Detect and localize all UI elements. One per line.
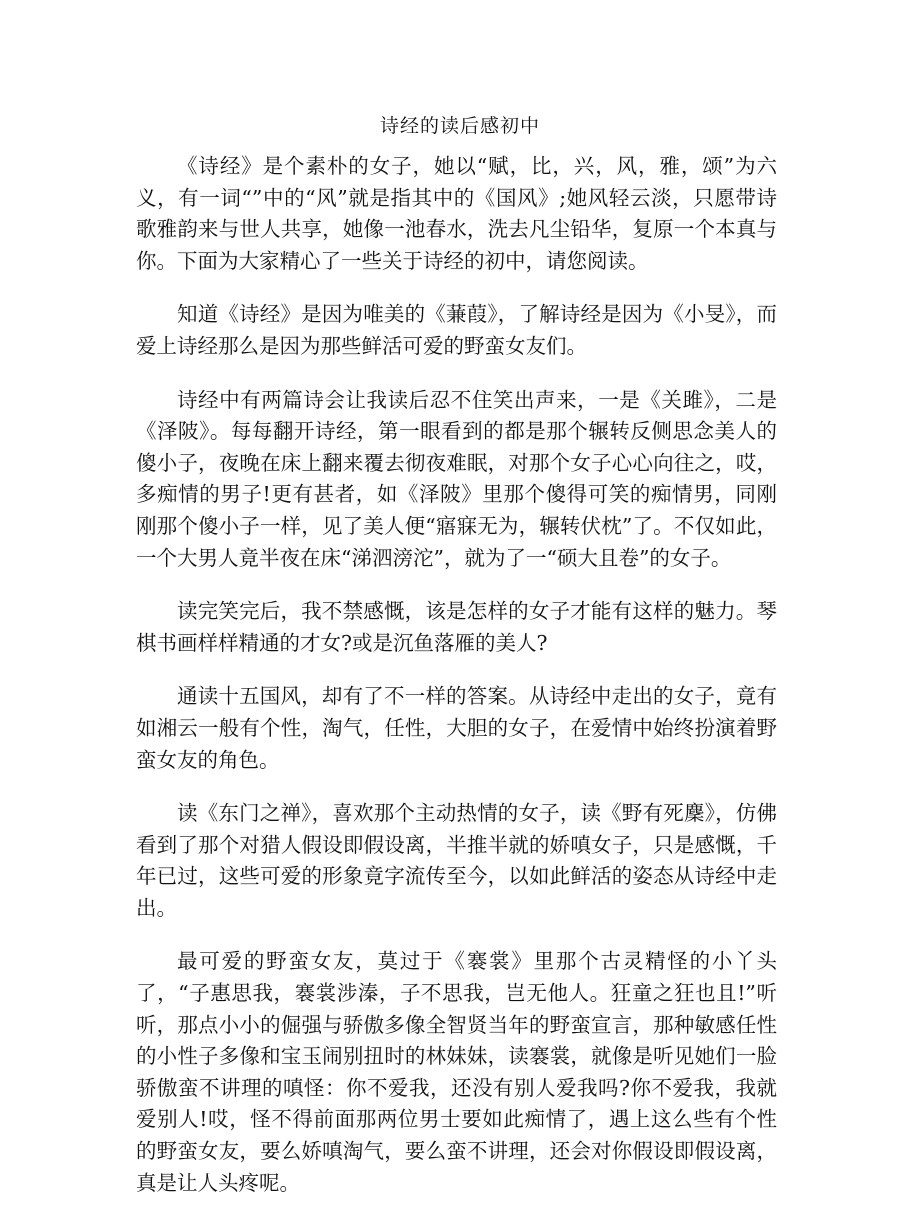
paragraph: 最可爱的野蛮女友，莫过于《褰裳》里那个古灵精怪的小丫头了，“子惠思我，褰裳涉溱，子不思我，岂无他人。狂童之狂也且!”听听，那点小小的倔强与骄傲多像全智贤当年的野蛮宣言，那种敏感任性的小性子多像和宝玉闹别扭时的林妹妹，读褰裳，就像是听见她们一脸骄傲蛮不讲理的嗔怪：你不爱我，还没有别人爱我吗?你不爱我，我就爱别人!哎，怪不得前面那两位男士要如此痴情了，遇上这么些有个性的野蛮女友，要么娇嗔淘气，要么蛮不讲理，还会对你假设即假设离，真是让人头疼呢。 bbox=[136, 949, 777, 1195]
paragraph: 读《东门之禅》，喜欢那个主动热情的女子，读《野有死麇》，仿佛看到了那个对猎人假设即假设离，半推半就的娇嗔女子，只是感慨，千年已过，这些可爱的形象竟字流传至今，以如此鲜活的姿态从诗经中走出。 bbox=[136, 801, 777, 920]
paragraph: 《诗经》是个素朴的女子，她以“赋，比，兴，风，雅，颂”为六义，有一词“”中的“风”就是指其中的《国风》;她风轻云淡，只愿带诗歌雅韵来与世人共享，她像一池春水，洗去凡尘铅华，复原一个本真与你。下面为大家精心了一些关于诗经的初中，请您阅读。 bbox=[136, 154, 777, 273]
document-title: 诗经的读后感初中 bbox=[379, 115, 540, 137]
paragraph: 知道《诗经》是因为唯美的《蒹葭》，了解诗经是因为《小旻》，而爱上诗经那么是因为那些鲜活可爱的野蛮女友们。 bbox=[136, 302, 777, 358]
document-body bbox=[136, 151, 777, 1221]
paragraph: 读完笑完后，我不禁感慨，该是怎样的女子才能有这样的魅力。琴棋书画样样精通的才女?或是沉鱼落雁的美人? bbox=[136, 599, 777, 655]
paragraph: 通读十五国风，却有了不一样的答案。从诗经中走出的女子，竟有如湘云一般有个性，淘气，任性，大胆的女子，在爱情中始终扮演着野蛮女友的角色。 bbox=[136, 684, 777, 772]
paragraph: 诗经中有两篇诗会让我读后忍不住笑出声来，一是《关雎》，二是《泽陂》。每每翻开诗经，第一眼看到的都是那个辗转反侧思念美人的傻小子，夜晚在床上翻来覆去彻夜难眠，对那个女子心心向往之，哎，多痴情的男子!更有甚者，如《泽陂》里那个傻得可笑的痴情男，同刚刚那个傻小子一样，见了美人便“寤寐无为，辗转伏枕”了。不仅如此，一个大男人竟半夜在床“涕泗滂沱”，就为了一“硕大且卷”的女子。 bbox=[136, 387, 777, 570]
